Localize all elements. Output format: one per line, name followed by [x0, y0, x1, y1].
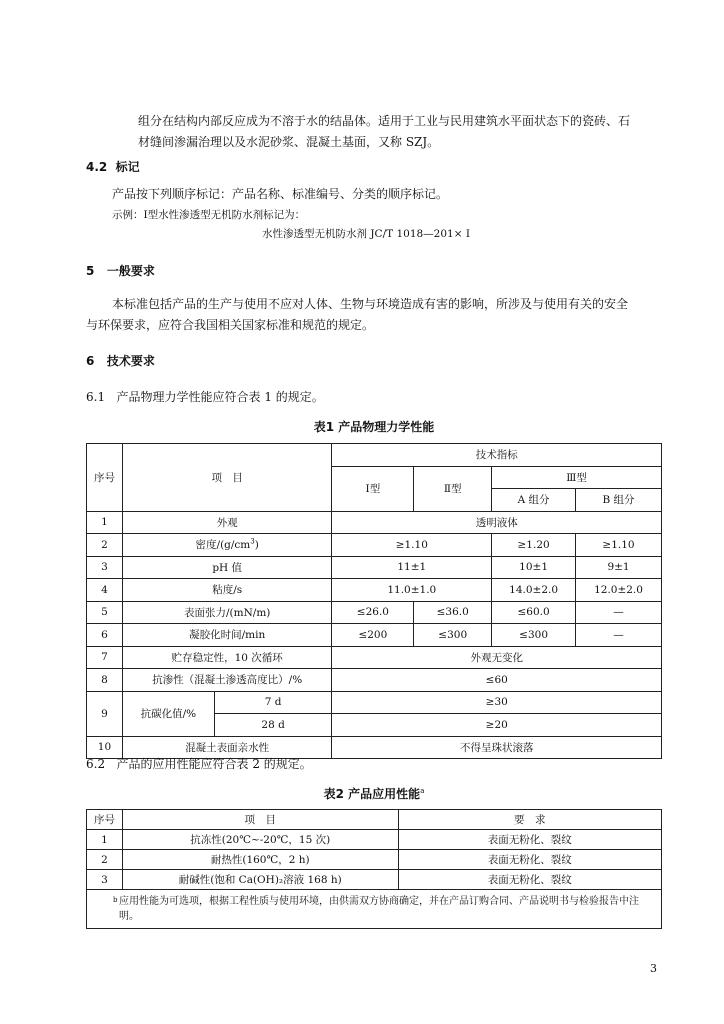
cell-value-b: ≥1.10 — [576, 534, 662, 557]
cell-no: 7 — [87, 646, 123, 669]
header-requirement: 要 求 — [398, 810, 661, 830]
cell-value-type-2: ≤300 — [414, 624, 492, 647]
cell-item: 抗冻性(20℃~-20℃，15 次) — [122, 830, 398, 850]
cell-value-type-1: ≤26.0 — [332, 601, 414, 624]
footnote-text: 应用性能为可选项，根据工程性质与使用环境，由供需双方协商确定，并在产品订购合同、产品说明书与检验报告中注明。 — [119, 896, 639, 922]
section-4-2-heading — [86, 158, 140, 175]
cell-value-a: ≥1.20 — [492, 534, 576, 557]
cell-item: 耐碱性(饱和 Ca(OH)₂溶液 168 h) — [122, 870, 398, 890]
intro-line-2: 材缝间渗漏治理以及水泥砂浆、混凝土基面，又称 SZJ。 — [138, 135, 440, 149]
cell-no: 5 — [87, 601, 123, 624]
table-footnote — [87, 890, 662, 929]
table-note-row — [87, 890, 662, 929]
header-item: 项 目 — [122, 444, 332, 512]
section-title: 技术要求 — [106, 354, 155, 368]
cell-sub-item: 28 d — [214, 714, 332, 737]
cell-no: 1 — [87, 830, 123, 850]
cell-item: pH 值 — [122, 556, 332, 579]
caption-footnote-mark: a — [420, 787, 425, 795]
cell-item: 混凝土表面亲水性 — [122, 736, 332, 759]
table-header-row — [87, 810, 662, 830]
table-row — [87, 830, 662, 850]
section-6-2 — [86, 753, 312, 775]
cell-value: 外观无变化 — [332, 646, 662, 669]
section-title: 标记 — [115, 160, 140, 174]
cell-value: ≤60 — [332, 669, 662, 692]
header-index: 技术指标 — [332, 444, 662, 467]
cell-value-b: 12.0±2.0 — [576, 579, 662, 602]
section-5-heading — [86, 262, 155, 279]
cell-item: 贮存稳定性，10 次循环 — [122, 646, 332, 669]
cell-value-b: — — [576, 624, 662, 647]
section-6-1 — [86, 386, 324, 408]
table-row — [87, 511, 662, 534]
section-title: 一般要求 — [106, 264, 155, 278]
cell-value-type-1-2: 11±1 — [332, 556, 492, 579]
cell-no: 6 — [87, 624, 123, 647]
cell-value-b: — — [576, 601, 662, 624]
footnote-mark: b — [113, 896, 118, 904]
cell-value-a: ≤60.0 — [492, 601, 576, 624]
cell-sub-item: 7 d — [214, 691, 332, 714]
cell-item: 抗碳化值/% — [122, 691, 214, 736]
section-number: 6.2 — [86, 757, 106, 771]
table-2 — [86, 809, 662, 929]
cell-no: 1 — [87, 511, 123, 534]
cell-item: 耐热性(160℃，2 h) — [122, 850, 398, 870]
section-5-line-1: 本标准包括产品的生产与使用不应对人体、生物与环境造成有害的影响，所涉及与使用有关的安全 — [112, 297, 629, 311]
cell-no: 3 — [87, 870, 123, 890]
header-no: 序号 — [87, 444, 123, 512]
cell-item: 抗渗性（混凝土渗透高度比）/% — [122, 669, 332, 692]
cell-requirement: 表面无粉化、裂纹 — [398, 830, 661, 850]
cell-value-type-2: ≤36.0 — [414, 601, 492, 624]
cell-no: 2 — [87, 850, 123, 870]
caption-text: 表2 产品应用性能 — [323, 787, 421, 801]
section-5-line-2: 与环保要求，应符合我国相关国家标准和规范的规定。 — [86, 318, 375, 332]
cell-value-type-1: ≤200 — [332, 624, 414, 647]
section-4-2-example: 示例：Ⅰ型水性渗透型无机防水剂标记为： — [112, 209, 306, 221]
cell-no: 10 — [87, 736, 123, 759]
header-type-3: Ⅲ型 — [492, 466, 662, 489]
cell-requirement: 表面无粉化、裂纹 — [398, 870, 661, 890]
cell-value: 透明液体 — [332, 511, 662, 534]
cell-value-type-1-2: ≥1.10 — [332, 534, 492, 557]
section-number: 5 — [86, 264, 95, 278]
table-row — [87, 601, 662, 624]
cell-value: 不得呈珠状滚落 — [332, 736, 662, 759]
section-4-2-marking: 水性渗透型无机防水剂 JC/T 1018—201× Ⅰ — [262, 228, 471, 240]
header-component-b: B 组分 — [576, 489, 662, 512]
cell-value: ≥30 — [332, 691, 662, 714]
cell-value-type-1-2: 11.0±1.0 — [332, 579, 492, 602]
cell-value: ≥20 — [332, 714, 662, 737]
table-row — [87, 691, 662, 714]
cell-no: 2 — [87, 534, 123, 557]
cell-item: 外观 — [122, 511, 332, 534]
section-4-2-text: 产品按下列顺序标记：产品名称、标准编号、分类的顺序标记。 — [112, 187, 449, 201]
section-6-heading — [86, 352, 155, 369]
cell-requirement: 表面无粉化、裂纹 — [398, 850, 661, 870]
table-1-caption: 表1 产品物理力学性能 — [313, 420, 435, 434]
cell-value-a: 14.0±2.0 — [492, 579, 576, 602]
cell-no: 9 — [87, 691, 123, 736]
cell-value-a: 10±1 — [492, 556, 576, 579]
intro-line-1: 组分在结构内部反应成为不溶于水的结晶体。适用于工业与民用建筑水平面状态下的瓷砖、石 — [138, 114, 631, 128]
table-row — [87, 534, 662, 557]
section-number: 6 — [86, 354, 95, 368]
cell-no: 4 — [87, 579, 123, 602]
cell-value-a: ≤300 — [492, 624, 576, 647]
cell-item: 粘度/s — [122, 579, 332, 602]
table-row — [87, 646, 662, 669]
table-row — [87, 870, 662, 890]
section-number: 4.2 — [86, 160, 108, 174]
page-number: 3 — [650, 962, 657, 975]
header-type-1: Ⅰ型 — [332, 466, 414, 511]
cell-value-b: 9±1 — [576, 556, 662, 579]
table-row — [87, 669, 662, 692]
header-type-2: Ⅱ型 — [414, 466, 492, 511]
cell-item: 密度$/(g/cm^3)$ — [122, 534, 332, 557]
table-row — [87, 556, 662, 579]
table-header-row — [87, 444, 662, 467]
cell-item: 表面张力/(mN/m) — [122, 601, 332, 624]
section-text: 产品物理力学性能应符合表 1 的规定。 — [116, 390, 324, 404]
table-1 — [86, 443, 662, 759]
header-item: 项 目 — [122, 810, 398, 830]
header-component-a: A 组分 — [492, 489, 576, 512]
table-2-caption — [86, 785, 662, 802]
section-number: 6.1 — [86, 390, 106, 404]
section-text: 产品的应用性能应符合表 2 的规定。 — [116, 757, 312, 771]
cell-no: 3 — [87, 556, 123, 579]
cell-no: 8 — [87, 669, 123, 692]
table-row — [87, 579, 662, 602]
header-no: 序号 — [87, 810, 123, 830]
cell-item: 凝胶化时间/min — [122, 624, 332, 647]
table-row — [87, 850, 662, 870]
table-row — [87, 624, 662, 647]
